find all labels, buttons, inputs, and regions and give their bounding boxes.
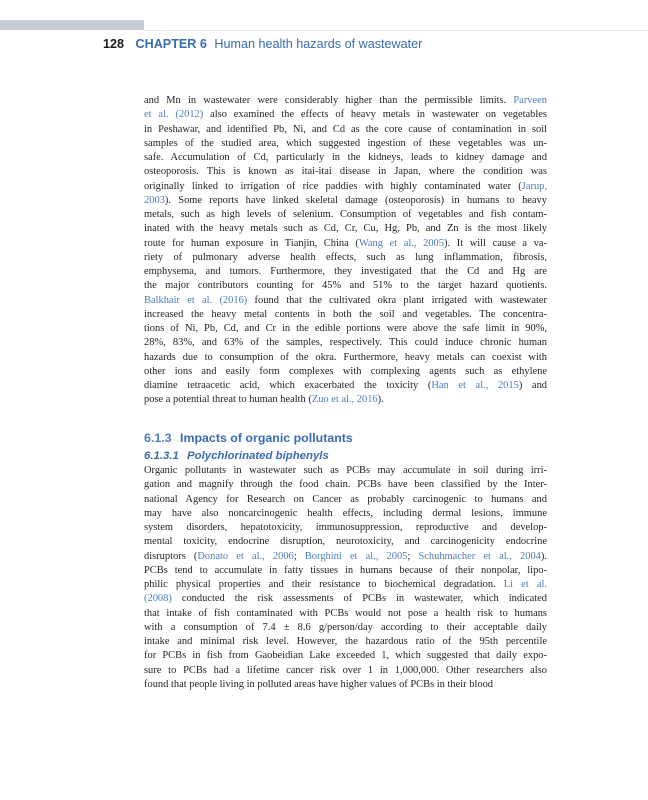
- text-line: [144, 208, 547, 222]
- text-run: ).: [540, 550, 547, 562]
- text-run: conducted the risk assessments of PCBs in wastewater, which indicated: [171, 593, 547, 605]
- text-line: [144, 535, 547, 549]
- text-line: [144, 265, 547, 279]
- text-line: [144, 578, 547, 592]
- citation-link[interactable]: Jarup,: [521, 180, 547, 192]
- text-run: other ions and easily form complexes with complexing agents such as ethylene: [144, 365, 547, 377]
- text-line: [144, 108, 547, 122]
- text-run: that intake of fish contaminated with PCBs would not pose a health risk to humans: [144, 607, 547, 619]
- text-line: [144, 493, 547, 507]
- citation-link[interactable]: et al. (2012): [144, 109, 204, 121]
- text-run: ).: [377, 394, 384, 406]
- text-run: intake and minimal risk level. However, the hazardous ratio of the 95th percentile: [144, 636, 547, 647]
- text-run: ). It will cause a va-: [444, 237, 547, 249]
- text-run: also examined the effects of heavy metals in wastewater on vegetables: [203, 109, 547, 121]
- citation-link[interactable]: Zuo et al., 2016: [311, 394, 378, 406]
- text-line: [144, 322, 547, 336]
- citation-link[interactable]: Wang et al., 2005: [358, 237, 444, 249]
- text-line: [144, 351, 547, 365]
- text-run: disruptors (: [144, 550, 198, 562]
- running-header: [103, 36, 422, 52]
- text-line: [144, 294, 547, 308]
- text-run: inated with the heavy metals such as Cd, Cr, Cu, Hg, Pb, and Zn is the most likely: [144, 223, 547, 235]
- text-run: and Mn in wastewater were considerably higher than the permissible limits.: [144, 95, 514, 106]
- text-line: [144, 336, 547, 350]
- text-run: may have also noncarcinogenic health effects, including dermal lesions, immune: [144, 507, 547, 519]
- text-run: tions of Ni, Pb, Cd, and Cr in the edible portions were above the safe limit in 90%,: [144, 323, 547, 334]
- text-line: [144, 165, 547, 179]
- text-line: [144, 592, 547, 606]
- text-run: pose a potential threat to human health (: [144, 394, 312, 406]
- text-run: originally linked to irrigation of rice paddies with highly contaminated water (: [144, 180, 522, 192]
- text-run: ;: [293, 550, 305, 562]
- page-number: 128: [103, 37, 125, 51]
- text-run: ) and: [518, 380, 548, 391]
- text-line: [144, 222, 547, 236]
- text-line: [144, 393, 547, 407]
- text-line: [144, 365, 547, 379]
- text-run: hazards due to consumption of the okra. Furthermore, heavy metals can coexist with: [144, 351, 547, 363]
- section-heading: [144, 430, 353, 446]
- paragraph-pcbs: [144, 464, 547, 692]
- subsection-title: Polychlorinated biphenyls: [187, 450, 329, 462]
- chapter-label: CHAPTER 6: [135, 37, 207, 51]
- text-run: system disorders, hepatotoxicity, immunosuppression, reproductive and develop-: [144, 522, 547, 533]
- text-line: [144, 621, 547, 635]
- text-run: 28%, 83%, and 63% of the samples, respectively. This could induce chronic human: [144, 337, 547, 349]
- chapter-title: Human health hazards of wastewater: [214, 37, 423, 51]
- text-run: safe. Accumulation of Cd, particularly in the kidneys, leads to kidney damage and: [144, 152, 547, 163]
- text-run: philic physical properties and their resistance to biochemical degradation.: [144, 579, 504, 590]
- text-run: metals, such as high levels of selenium. Consumption of vegetables and fish contam-: [144, 209, 547, 220]
- header-rule: [144, 30, 648, 31]
- text-line: [144, 550, 547, 564]
- text-line: [144, 635, 547, 649]
- text-run: for PCBs in fish from Gaobeidian Lake exceeded 1, which suggested that daily expo-: [144, 650, 547, 662]
- subsection-number: 6.1.3.1: [144, 450, 179, 462]
- text-line: [144, 137, 547, 151]
- subsection-heading: [144, 448, 329, 464]
- citation-link[interactable]: Schuhmacher et al., 2004: [418, 550, 541, 562]
- section-number: 6.1.3: [144, 431, 172, 445]
- text-line: [144, 194, 547, 208]
- text-line: [144, 251, 547, 265]
- text-run: mental toxicity, endocrine disruption, neurotoxicity, and carcinogenicity endocrine: [144, 536, 547, 548]
- citation-link[interactable]: (2008): [144, 593, 172, 605]
- text-run: national Agency for Research on Cancer as probably carcinogenic to humans and: [144, 493, 547, 505]
- text-line: [144, 123, 547, 137]
- text-run: with a consumption of 7.4 ± 8.6 g/person/day according to their acceptable daily: [144, 621, 547, 633]
- text-run: the major contributors counting for 45% and 51% to the target hazard quotients.: [144, 280, 547, 292]
- text-line: [144, 279, 547, 293]
- text-line: [144, 649, 547, 663]
- text-run: emphysema, and tumors. Furthermore, they investigated that the Cd and Hg are: [144, 266, 547, 277]
- text-run: osteoporosis. This is known as itai-itai disease in Japan, where the condition was: [144, 166, 547, 178]
- citation-link[interactable]: Parveen: [513, 95, 547, 106]
- citation-link[interactable]: 2003: [144, 194, 165, 206]
- text-line: [144, 94, 547, 108]
- text-line: [144, 564, 547, 578]
- text-run: in Peshawar, and identified Pb, Ni, and Cd as the core cause of contamination in soil: [144, 123, 547, 135]
- text-line: [144, 507, 547, 521]
- text-run: PCBs tend to accumulate in fatty tissues in humans because of their nonpolar, lipo-: [144, 564, 547, 576]
- citation-link[interactable]: Donato et al., 2006: [197, 550, 294, 562]
- text-run: increased the heavy metal contents in both the soil and vegetables. The concentra-: [144, 308, 547, 320]
- citation-link[interactable]: Balkhair et al. (2016): [144, 294, 248, 306]
- paragraph-heavy-metals: [144, 94, 547, 408]
- text-run: samples of the studied area, which suggested ingestion of these vegetables was un-: [144, 137, 547, 149]
- text-run: Organic pollutants in wastewater such as PCBs may accumulate in soil during irri-: [144, 465, 547, 476]
- text-run: riety of pulmonary adverse health effects, such as lung inflammation, fibrosis,: [144, 251, 547, 263]
- text-line: [144, 379, 547, 393]
- header-accent-bar: [0, 20, 144, 30]
- text-run: found that people living in polluted areas have higher values of PCBs in their blood: [144, 678, 494, 690]
- text-run: diamine tetraacetic acid, which exacerbated the toxicity (: [144, 380, 432, 391]
- text-line: [144, 607, 547, 621]
- text-line: [144, 464, 547, 478]
- text-line: [144, 664, 547, 678]
- text-line: [144, 151, 547, 165]
- text-run: gation and magnify through the food chain. PCBs have been classified by the Inter-: [144, 479, 547, 491]
- section-title: Impacts of organic pollutants: [180, 431, 353, 445]
- text-line: [144, 308, 547, 322]
- text-line: [144, 521, 547, 535]
- text-run: found that the cultivated okra plant irrigated with wastewater: [247, 294, 547, 306]
- text-line: [144, 237, 547, 251]
- citation-link[interactable]: Borghini et al., 2005: [304, 550, 408, 562]
- citation-link[interactable]: Han et al., 2015: [431, 380, 519, 391]
- text-line: [144, 180, 547, 194]
- text-line: [144, 478, 547, 492]
- text-run: ;: [407, 550, 419, 562]
- text-line: [144, 678, 547, 692]
- citation-link[interactable]: Li et al.: [503, 579, 548, 590]
- text-run: route for human exposure in Tianjin, China (: [144, 237, 359, 249]
- text-run: sure to PCBs had a lifetime cancer risk over 1 in 1,000,000. Other researchers also: [144, 664, 547, 676]
- text-run: ). Some reports have linked skeletal damage (osteoporosis) in humans to heavy: [164, 194, 547, 206]
